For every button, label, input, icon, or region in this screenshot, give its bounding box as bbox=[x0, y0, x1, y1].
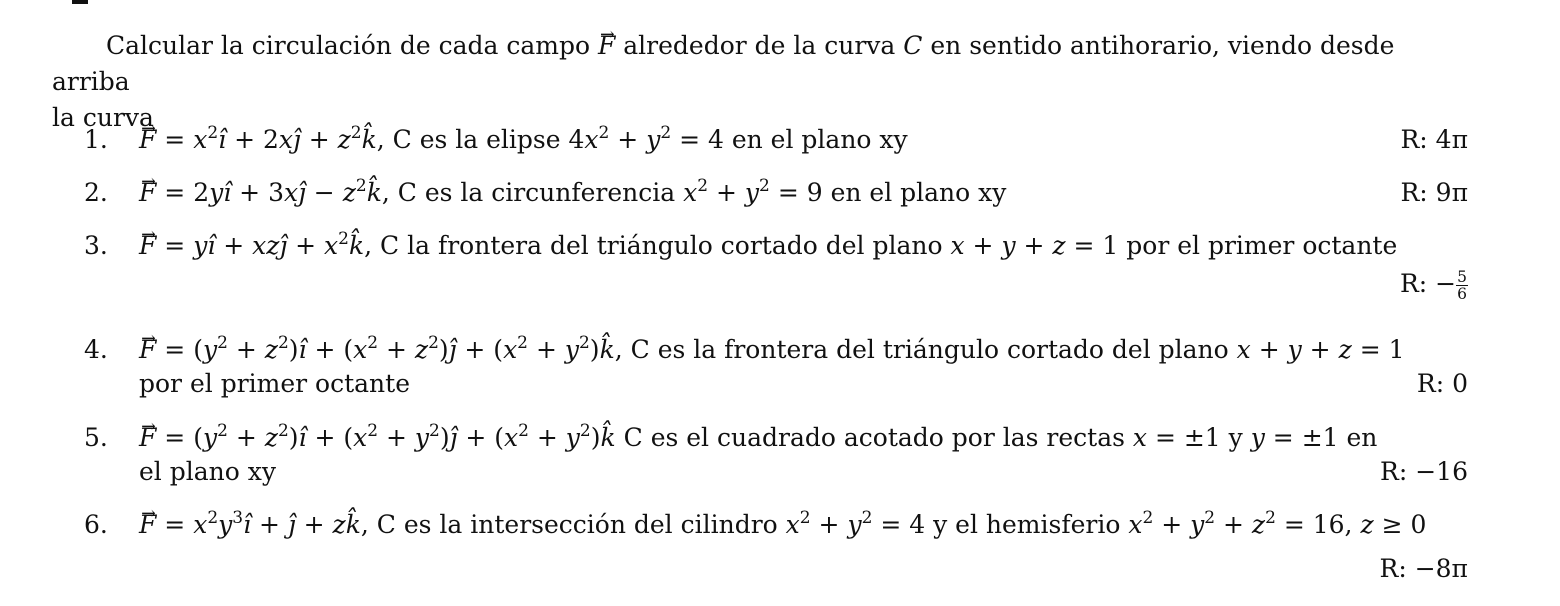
exercise-text-continued: por el primer octante bbox=[139, 369, 410, 398]
answer: R: 4π bbox=[1400, 125, 1468, 154]
problem-statement: Calcular la circulación de cada campo → F alrededor de la curva C en sentido antihorario, viendo desde arriba la curva bbox=[52, 28, 1468, 136]
answer: R: 9π bbox=[1400, 178, 1468, 207]
curve-symbol: C bbox=[903, 31, 923, 60]
exercise-text: → $F = x^2î$ + 2xĵ + $z^2k̂$, C es la elipse $4x^2 + y^2 = 4$ en el plano xy bbox=[139, 123, 908, 157]
item-number: 5. bbox=[84, 423, 108, 452]
item-number: 3. bbox=[84, 231, 108, 260]
item-number: 2. bbox=[84, 178, 108, 207]
answer: R: −16 bbox=[1380, 457, 1468, 486]
answer: R: −8π bbox=[1379, 554, 1468, 583]
item-number: 1. bbox=[84, 125, 108, 154]
exercise-text: → F = 2yî + 3xĵ − $z^2k̂$, C es la circunferencia $x^2 + y^2 = 9$ en el plano xy bbox=[139, 176, 1006, 210]
item-number: 6. bbox=[84, 510, 108, 539]
answer: R: 0 bbox=[1416, 369, 1468, 398]
vector-f-symbol: → F bbox=[598, 28, 615, 64]
item-number: 4. bbox=[84, 335, 108, 364]
answer: R: − $\frac{5}{6}$ bbox=[1399, 267, 1467, 303]
exercise-text: → F = yî + xzĵ + $x^2k̂$, C la frontera del triángulo cortado del plano x + y + z = 1 por el primer octante bbox=[139, 229, 1397, 263]
exercise-text: → $F = x^2y^3î$ + ĵ + zk̂, C es la intersección del cilindro $x^2 + y^2 = 4$ y el hemisferio $x^2 + y^2 + z^2 = 16$, z ≥ 0 bbox=[139, 508, 1426, 542]
exercise-text: → $F = (y^2$ + $z^2)î + (x^2$ + $z^2)ĵ + (x^2$ + $y^2)k̂$, C es la frontera del triángulo cortado del plano x + y + z = 1 bbox=[139, 333, 1405, 367]
exercise-text: → $F = (y^2$ + $z^2)î + (x^2$ + $y^2)ĵ + (x^2$ + $y^2)k̂$ C es el cuadrado acotado por las rectas x = ±1 y y = ±1 en bbox=[139, 421, 1377, 455]
cropped-heading-fragment bbox=[72, 0, 88, 4]
exercise-text-continued: el plano xy bbox=[139, 457, 276, 486]
